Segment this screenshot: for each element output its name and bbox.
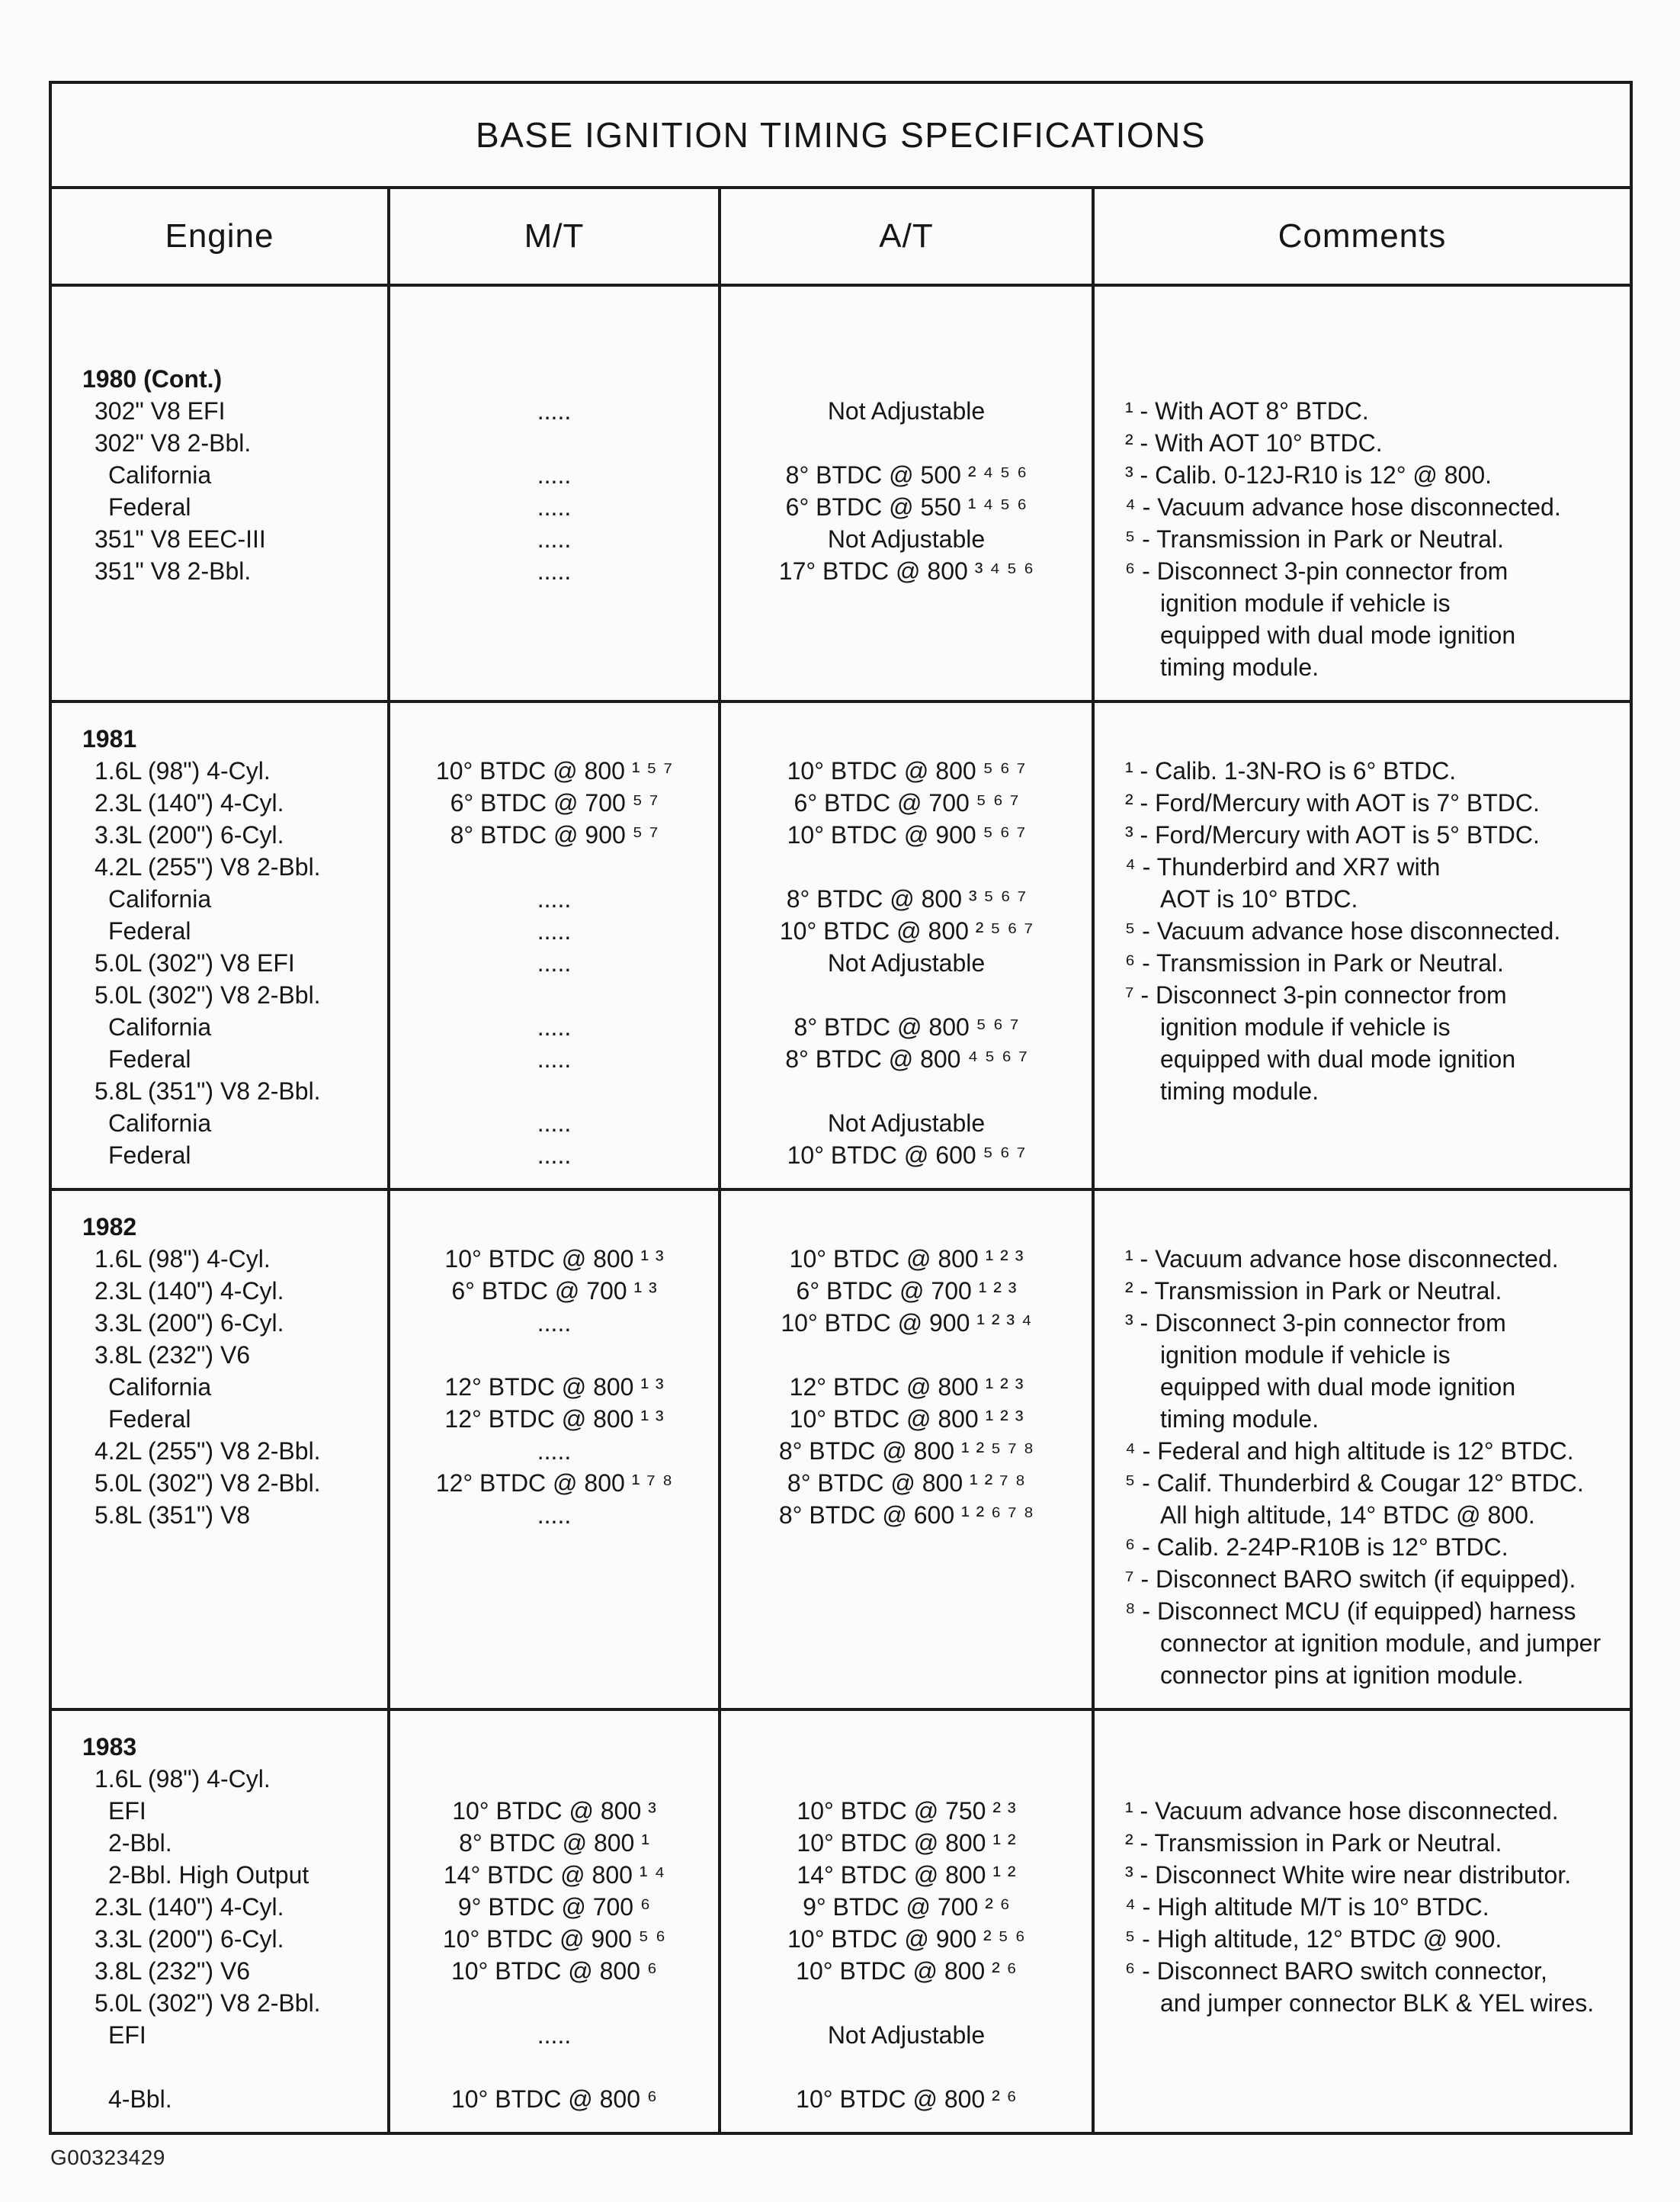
- comment-line: ³ - Ford/Mercury with AOT is 5° BTDC.: [1125, 821, 1540, 849]
- at-cell: [721, 851, 1092, 883]
- mt-column: [387, 703, 718, 1188]
- engine-cell: California: [108, 461, 212, 489]
- engine-cell: 3.3L (200") 6-Cyl.: [95, 1925, 284, 1953]
- engine-cell: California: [108, 1109, 212, 1137]
- at-cell: [721, 2051, 1092, 2083]
- year-label: 1981: [82, 725, 137, 753]
- at-cell: [721, 1339, 1092, 1371]
- comment-line: ⁴ - Federal and high altitude is 12° BTDC.: [1125, 1437, 1574, 1465]
- mt-cell: .....: [537, 493, 572, 521]
- at-cell: 10° BTDC @ 600 ⁵ ⁶ ⁷: [787, 1141, 1026, 1169]
- at-cell: Not Adjustable: [827, 525, 986, 553]
- engine-cell: 5.0L (302") V8 2-Bbl.: [95, 1989, 321, 2017]
- mt-cell: .....: [537, 1501, 572, 1529]
- comment-line: timing module.: [1160, 1077, 1319, 1105]
- table-title: BASE IGNITION TIMING SPECIFICATIONS: [52, 84, 1630, 189]
- year-label: 1980 (Cont.): [82, 365, 223, 393]
- engine-cell: Federal: [108, 917, 191, 945]
- at-column: [718, 703, 1092, 1188]
- comment-line: timing module.: [1160, 1405, 1319, 1433]
- comment-line: ⁴ - Thunderbird and XR7 with: [1125, 853, 1441, 881]
- mt-cell: .....: [537, 2021, 572, 2049]
- at-column: [718, 287, 1092, 700]
- comment-line: ⁷ - Disconnect BARO switch (if equipped).: [1125, 1565, 1576, 1593]
- at-cell: 6° BTDC @ 700 ⁵ ⁶ ⁷: [794, 789, 1019, 817]
- at-cell: [721, 427, 1092, 459]
- comment-line: ⁷ - Disconnect 3-pin connector from: [1125, 981, 1507, 1009]
- at-cell: Not Adjustable: [827, 397, 986, 425]
- engine-cell: Federal: [108, 1045, 191, 1073]
- comments-column: [1092, 1711, 1630, 2132]
- mt-cell: .....: [537, 397, 572, 425]
- engine-column: [52, 1711, 387, 2132]
- comment-line: ignition module if vehicle is: [1160, 589, 1451, 617]
- engine-cell: 351" V8 EEC-III: [95, 525, 266, 553]
- at-cell: 8° BTDC @ 800 ⁴ ⁵ ⁶ ⁷: [785, 1045, 1028, 1073]
- engine-cell: 2.3L (140") 4-Cyl.: [95, 789, 284, 817]
- section-1982: [52, 1188, 1630, 1708]
- mt-column: [387, 1711, 718, 2132]
- engine-cell: California: [108, 1013, 212, 1041]
- at-column: [718, 1191, 1092, 1708]
- mt-cell: .....: [537, 1437, 572, 1465]
- engine-cell: 2.3L (140") 4-Cyl.: [95, 1277, 284, 1305]
- at-cell: [721, 1987, 1092, 2019]
- engine-cell: 1.6L (98") 4-Cyl.: [95, 1245, 271, 1273]
- comments-column: [1092, 703, 1630, 1188]
- at-cell: 17° BTDC @ 800 ³ ⁴ ⁵ ⁶: [778, 557, 1034, 585]
- mt-cell: .....: [537, 885, 572, 913]
- comment-line: ¹ - Calib. 1-3N-RO is 6° BTDC.: [1125, 757, 1457, 785]
- mt-column: [387, 287, 718, 700]
- comment-line: equipped with dual mode ignition: [1160, 1373, 1516, 1401]
- at-cell: 8° BTDC @ 800 ³ ⁵ ⁶ ⁷: [786, 885, 1027, 913]
- mt-cell: [390, 979, 718, 1011]
- comments-column: [1092, 287, 1630, 700]
- spacer-line: [1095, 1731, 1630, 1763]
- spacer-line: [390, 363, 718, 395]
- comment-line: ⁶ - Calib. 2-24P-R10B is 12° BTDC.: [1125, 1533, 1508, 1561]
- at-cell: [721, 979, 1092, 1011]
- mt-cell: 9° BTDC @ 700 ⁶: [457, 1893, 651, 1921]
- engine-cell: California: [108, 885, 212, 913]
- mt-cell: 12° BTDC @ 800 ¹ ⁷ ⁸: [435, 1469, 673, 1497]
- spacer-line: [721, 723, 1092, 755]
- comment-line: ⁵ - Calif. Thunderbird & Cougar 12° BTDC.: [1125, 1469, 1584, 1497]
- mt-cell: 10° BTDC @ 800 ¹ ³: [444, 1245, 664, 1273]
- section-1983: [52, 1708, 1630, 2132]
- engine-cell: 1.6L (98") 4-Cyl.: [95, 757, 271, 785]
- comment-line: ³ - Calib. 0-12J-R10 is 12° @ 800.: [1125, 461, 1492, 489]
- mt-cell: [390, 1339, 718, 1371]
- at-cell: 8° BTDC @ 800 ¹ ² ⁵ ⁷ ⁸: [778, 1437, 1034, 1465]
- at-cell: 10° BTDC @ 900 ¹ ² ³ ⁴: [781, 1309, 1032, 1337]
- comment-line: ⁵ - Vacuum advance hose disconnected.: [1125, 917, 1561, 945]
- spacer-line: [390, 723, 718, 755]
- engine-cell: 302" V8 2-Bbl.: [95, 429, 252, 457]
- engine-column: [52, 287, 387, 700]
- engine-cell: 5.0L (302") V8 2-Bbl.: [95, 1469, 321, 1497]
- mt-cell: 10° BTDC @ 800 ¹ ⁵ ⁷: [435, 757, 673, 785]
- engine-cell: EFI: [108, 2021, 146, 2049]
- at-cell: 10° BTDC @ 800 ¹ ²: [797, 1829, 1016, 1857]
- mt-cell: .....: [537, 557, 572, 585]
- comment-line: ⁴ - Vacuum advance hose disconnected.: [1125, 493, 1561, 521]
- comment-line: equipped with dual mode ignition: [1160, 621, 1516, 649]
- mt-cell: [390, 427, 718, 459]
- mt-cell: 8° BTDC @ 800 ¹: [459, 1829, 649, 1857]
- engine-cell: 2-Bbl. High Output: [108, 1861, 309, 1889]
- engine-cell: Federal: [108, 1141, 191, 1169]
- comment-line: connector at ignition module, and jumper: [1160, 1629, 1601, 1657]
- comment-line: ² - Transmission in Park or Neutral.: [1125, 1277, 1502, 1305]
- comment-line: ignition module if vehicle is: [1160, 1341, 1451, 1369]
- comment-line: ⁶ - Disconnect BARO switch connector,: [1125, 1957, 1547, 1985]
- mt-cell: .....: [537, 1309, 572, 1337]
- year-label: 1983: [82, 1733, 137, 1761]
- spacer-line: [721, 363, 1092, 395]
- engine-cell: Federal: [108, 1405, 191, 1433]
- comments-column: [1092, 1191, 1630, 1708]
- engine-cell: 2-Bbl.: [108, 1829, 172, 1857]
- at-cell: 14° BTDC @ 800 ¹ ²: [797, 1861, 1016, 1889]
- comment-line: ⁶ - Transmission in Park or Neutral.: [1125, 949, 1504, 977]
- engine-cell: 351" V8 2-Bbl.: [95, 557, 252, 585]
- engine-cell: 5.0L (302") V8 2-Bbl.: [95, 981, 321, 1009]
- engine-cell: 4-Bbl.: [108, 2085, 172, 2113]
- at-column: [718, 1711, 1092, 2132]
- mt-cell: 14° BTDC @ 800 ¹ ⁴: [443, 1861, 665, 1889]
- engine-cell: [52, 2051, 387, 2083]
- mt-cell: 8° BTDC @ 900 ⁵ ⁷: [450, 821, 659, 849]
- comment-line: timing module.: [1160, 653, 1319, 681]
- at-cell: 10° BTDC @ 900 ⁵ ⁶ ⁷: [787, 821, 1026, 849]
- spacer-line: [390, 1731, 718, 1763]
- mt-cell: .....: [537, 1013, 572, 1041]
- comment-line: ¹ - Vacuum advance hose disconnected.: [1125, 1797, 1559, 1825]
- comment-line: ³ - Disconnect 3-pin connector from: [1125, 1309, 1506, 1337]
- engine-cell: EFI: [108, 1797, 146, 1825]
- at-cell: 10° BTDC @ 800 ² ⁶: [796, 2085, 1017, 2113]
- mt-cell: .....: [537, 1109, 572, 1137]
- comment-line: ignition module if vehicle is: [1160, 1013, 1451, 1041]
- mt-cell: [390, 2051, 718, 2083]
- sections-container: [52, 287, 1630, 2132]
- at-cell: Not Adjustable: [827, 2021, 986, 2049]
- comment-line: ⁵ - High altitude, 12° BTDC @ 900.: [1125, 1925, 1502, 1953]
- mt-cell: 12° BTDC @ 800 ¹ ³: [444, 1405, 664, 1433]
- mt-cell: .....: [537, 461, 572, 489]
- engine-column: [52, 1191, 387, 1708]
- engine-cell: 1.6L (98") 4-Cyl.: [95, 1765, 271, 1793]
- at-cell: 10° BTDC @ 750 ² ³: [797, 1797, 1016, 1825]
- mt-cell: 10° BTDC @ 800 ³: [452, 1797, 656, 1825]
- at-cell: 8° BTDC @ 800 ¹ ² ⁷ ⁸: [787, 1469, 1026, 1497]
- comment-line: AOT is 10° BTDC.: [1160, 885, 1358, 913]
- spacer-line: [390, 1211, 718, 1243]
- column-header-row: [52, 189, 1630, 287]
- col-header-at: A/T: [718, 189, 1092, 284]
- at-cell: 10° BTDC @ 800 ¹ ² ³: [789, 1405, 1024, 1433]
- col-header-mt: M/T: [387, 189, 718, 284]
- engine-cell: 3.3L (200") 6-Cyl.: [95, 821, 284, 849]
- engine-cell: California: [108, 1373, 212, 1401]
- comment-line: ² - Ford/Mercury with AOT is 7° BTDC.: [1125, 789, 1540, 817]
- at-cell: 10° BTDC @ 800 ² ⁶: [796, 1957, 1017, 1985]
- engine-cell: 3.8L (232") V6: [95, 1341, 251, 1369]
- comment-line: connector pins at ignition module.: [1160, 1661, 1524, 1689]
- at-cell: Not Adjustable: [827, 949, 986, 977]
- comment-line: ¹ - Vacuum advance hose disconnected.: [1125, 1245, 1559, 1273]
- comment-line: ² - Transmission in Park or Neutral.: [1125, 1829, 1502, 1857]
- at-cell: 10° BTDC @ 800 ² ⁵ ⁶ ⁷: [779, 917, 1034, 945]
- engine-cell: 5.8L (351") V8: [95, 1501, 251, 1529]
- comment-line: ¹ - With AOT 8° BTDC.: [1125, 397, 1369, 425]
- spacer-line: [1095, 363, 1630, 395]
- mt-cell: .....: [537, 1045, 572, 1073]
- at-cell: 10° BTDC @ 900 ² ⁵ ⁶: [787, 1925, 1025, 1953]
- engine-column: [52, 703, 387, 1188]
- section-1981: [52, 700, 1630, 1188]
- at-cell: 8° BTDC @ 800 ⁵ ⁶ ⁷: [794, 1013, 1019, 1041]
- spacer-line: [721, 1731, 1092, 1763]
- mt-cell: 10° BTDC @ 800 ⁶: [450, 2085, 658, 2113]
- mt-cell: 10° BTDC @ 900 ⁵ ⁶: [442, 1925, 666, 1953]
- mt-cell: [390, 1075, 718, 1107]
- comment-line: ⁵ - Transmission in Park or Neutral.: [1125, 525, 1504, 553]
- mt-cell: 6° BTDC @ 700 ¹ ³: [451, 1277, 657, 1305]
- engine-cell: 4.2L (255") V8 2-Bbl.: [95, 853, 321, 881]
- at-cell: 10° BTDC @ 800 ¹ ² ³: [789, 1245, 1024, 1273]
- mt-cell: .....: [537, 1141, 572, 1169]
- spacer-line: [721, 1211, 1092, 1243]
- at-cell: Not Adjustable: [827, 1109, 986, 1137]
- at-cell: 8° BTDC @ 600 ¹ ² ⁶ ⁷ ⁸: [778, 1501, 1034, 1529]
- engine-cell: 3.8L (232") V6: [95, 1957, 251, 1985]
- comment-line: [1095, 1763, 1630, 1795]
- at-cell: 8° BTDC @ 500 ² ⁴ ⁵ ⁶: [785, 461, 1028, 489]
- spacer-line: [1095, 1211, 1630, 1243]
- mt-cell: .....: [537, 949, 572, 977]
- engine-cell: 3.3L (200") 6-Cyl.: [95, 1309, 284, 1337]
- figure-id: G00323429: [50, 2146, 165, 2169]
- comment-line: equipped with dual mode ignition: [1160, 1045, 1516, 1073]
- comment-line: ⁸ - Disconnect MCU (if equipped) harness: [1125, 1597, 1576, 1625]
- at-cell: 12° BTDC @ 800 ¹ ² ³: [789, 1373, 1024, 1401]
- at-cell: 6° BTDC @ 550 ¹ ⁴ ⁵ ⁶: [785, 493, 1028, 521]
- at-cell: 10° BTDC @ 800 ⁵ ⁶ ⁷: [787, 757, 1026, 785]
- spacer-line: [1095, 723, 1630, 755]
- spec-table: [49, 81, 1633, 2135]
- engine-cell: 5.8L (351") V8 2-Bbl.: [95, 1077, 321, 1105]
- mt-cell: [390, 851, 718, 883]
- engine-cell: 4.2L (255") V8 2-Bbl.: [95, 1437, 321, 1465]
- comment-line: All high altitude, 14° BTDC @ 800.: [1160, 1501, 1535, 1529]
- mt-cell: .....: [537, 525, 572, 553]
- mt-column: [387, 1191, 718, 1708]
- engine-cell: 302" V8 EFI: [95, 397, 226, 425]
- engine-cell: 2.3L (140") 4-Cyl.: [95, 1893, 284, 1921]
- mt-cell: [390, 1763, 718, 1795]
- at-cell: [721, 1763, 1092, 1795]
- at-cell: 6° BTDC @ 700 ¹ ² ³: [796, 1277, 1017, 1305]
- at-cell: [721, 1075, 1092, 1107]
- section-1980: [52, 287, 1630, 700]
- comment-line: ⁴ - High altitude M/T is 10° BTDC.: [1125, 1893, 1489, 1921]
- year-label: 1982: [82, 1213, 137, 1241]
- mt-cell: [390, 1987, 718, 2019]
- mt-cell: .....: [537, 917, 572, 945]
- col-header-engine: Engine: [165, 217, 274, 255]
- mt-cell: 12° BTDC @ 800 ¹ ³: [444, 1373, 664, 1401]
- col-header-comments: Comments: [1092, 189, 1630, 284]
- comment-line: ² - With AOT 10° BTDC.: [1125, 429, 1383, 457]
- mt-cell: 6° BTDC @ 700 ⁵ ⁷: [450, 789, 659, 817]
- engine-cell: Federal: [108, 493, 191, 521]
- comment-line: and jumper connector BLK & YEL wires.: [1160, 1989, 1595, 2017]
- at-cell: 9° BTDC @ 700 ² ⁶: [803, 1893, 1010, 1921]
- comment-line: ⁶ - Disconnect 3-pin connector from: [1125, 557, 1508, 585]
- mt-cell: 10° BTDC @ 800 ⁶: [450, 1957, 658, 1985]
- comment-line: ³ - Disconnect White wire near distributor.: [1125, 1861, 1572, 1889]
- engine-cell: 5.0L (302") V8 EFI: [95, 949, 295, 977]
